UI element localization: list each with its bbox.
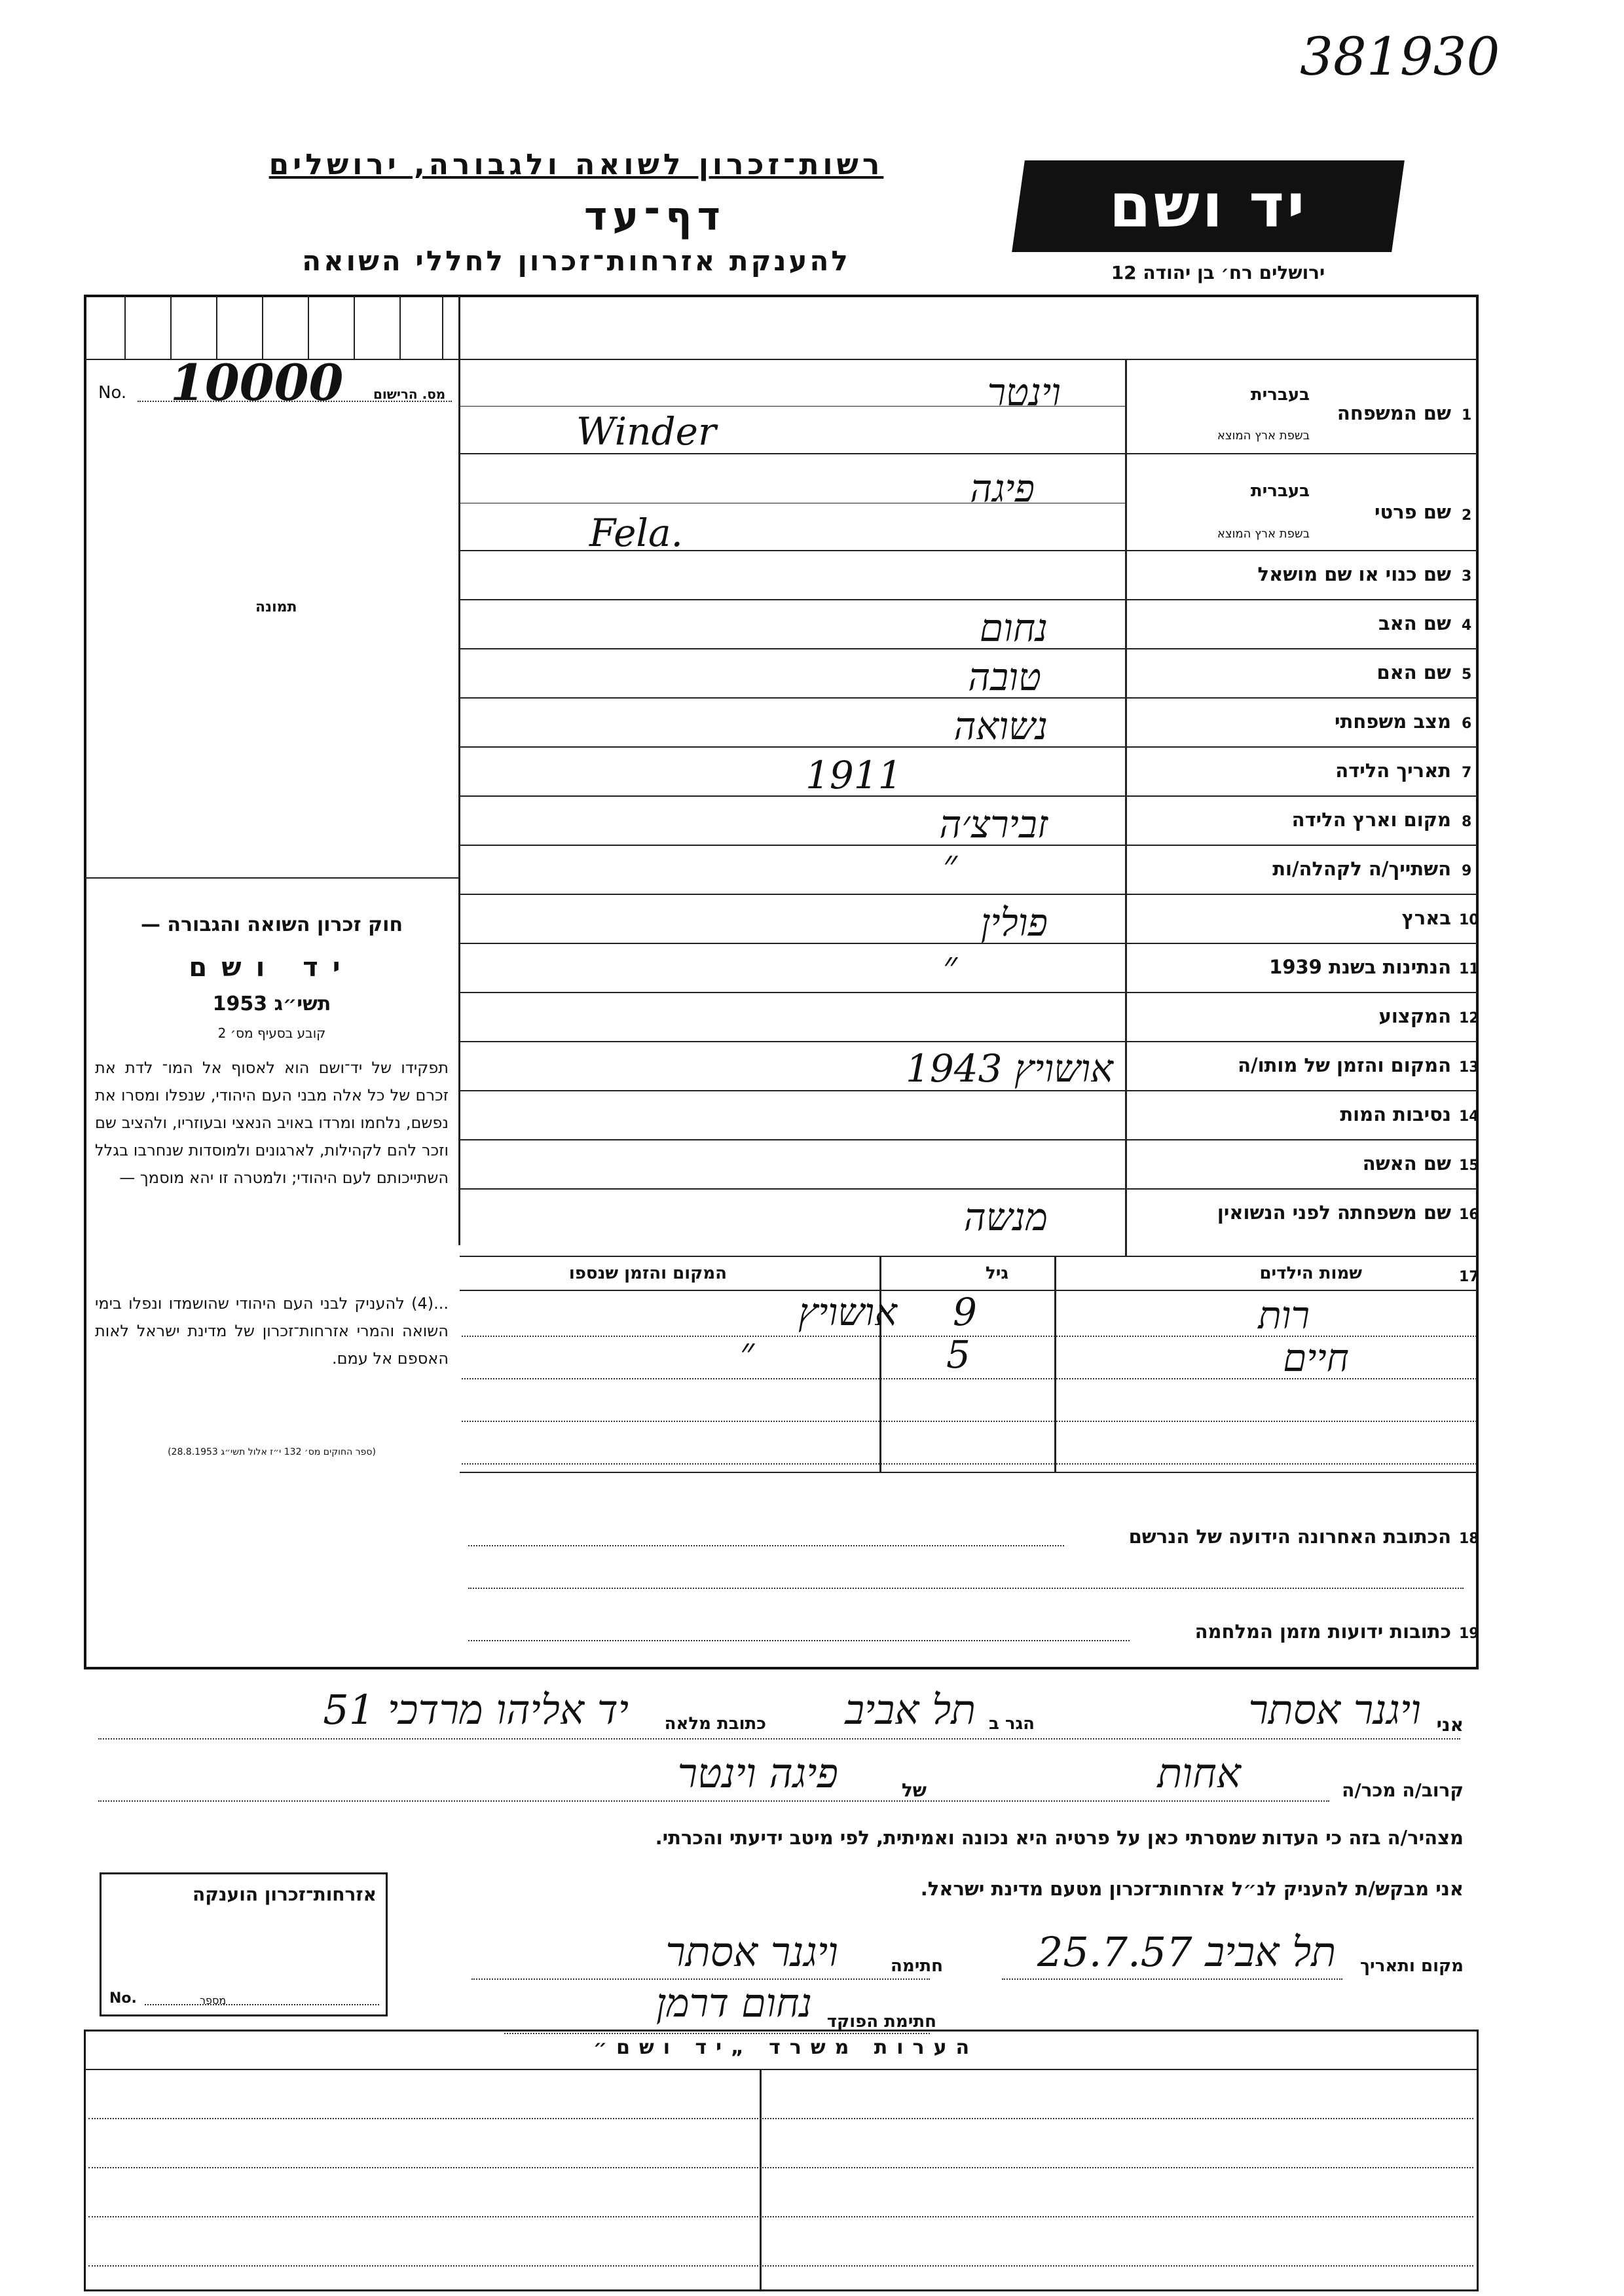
field-5-label: שם האם bbox=[1376, 661, 1451, 683]
registration-number: 10000 bbox=[170, 354, 344, 412]
field-19-number: 19 bbox=[1459, 1626, 1479, 1642]
registration-no-label: No. bbox=[98, 383, 127, 403]
decl-line-2 bbox=[98, 1800, 1329, 1802]
field-5-value: טובה bbox=[968, 655, 1041, 699]
decl-lives-in: תל אביב bbox=[845, 1686, 976, 1734]
field-7-number: 7 bbox=[1462, 765, 1472, 781]
field-1-value-origin: Winder bbox=[576, 409, 716, 454]
child-2-name: חיים bbox=[1283, 1336, 1349, 1380]
decl-place-date-line bbox=[1002, 1978, 1342, 1980]
field-1-number: 1 bbox=[1462, 407, 1472, 424]
law-paragraph-1: תפקידו של יד־ושם הוא לאסוף אל המו־ לדת את זכרם של כל אלה מבני העם היהודי, שנפלו ומסרו את נפשם, נלחמו ומרדו באויב הנאצי ובעוזריו, ולהציב שם וזכר להם לקהילות, לארגונים ולמוסדות שנחרבו בגלל השתייכותם לעם היהודי; ולמטרה זו יהא מוסמך — bbox=[95, 1059, 449, 1187]
field-16-label: שם משפחתה לפני הנשואין bbox=[1217, 1201, 1451, 1224]
decl-of-label: של bbox=[901, 1779, 927, 1801]
children-header-age: גיל bbox=[985, 1264, 1008, 1283]
law-clause: קובע בסעיף מס׳ 2 bbox=[217, 1025, 326, 1041]
field-1-label: שם המשפחה bbox=[1337, 402, 1451, 424]
field-7-label: תאריך הלידה bbox=[1335, 759, 1451, 782]
children-col-age-right bbox=[1054, 1256, 1056, 1472]
field-9-value: ״ bbox=[943, 841, 958, 886]
field-11-value: ״ bbox=[943, 943, 958, 987]
field-18-number: 18 bbox=[1459, 1531, 1479, 1547]
field-7-value: 1911 bbox=[805, 753, 902, 797]
remarks-line-1 bbox=[88, 2118, 1473, 2119]
child-1-place: אושויץ bbox=[798, 1290, 897, 1334]
field-15-number: 15 bbox=[1459, 1157, 1479, 1174]
decl-full-address: יד אליהו מרדכי 51 bbox=[323, 1686, 629, 1734]
children-col-age-left bbox=[879, 1256, 881, 1472]
field-4-label: שם האב bbox=[1378, 612, 1451, 634]
field-2-value-hebrew: פיגה bbox=[970, 466, 1035, 511]
field-1-value-hebrew: וינטר bbox=[987, 370, 1061, 414]
field-5-number: 5 bbox=[1462, 666, 1472, 683]
field-19-label: כתובות ידועות מזמן המלחמה bbox=[1194, 1620, 1451, 1643]
field-13-value: אושויץ 1943 bbox=[905, 1046, 1113, 1091]
citizenship-box-title: אזרחות־זכרון הוענקה bbox=[193, 1884, 377, 1905]
field-2-value-origin: Fela. bbox=[589, 511, 683, 555]
logo-text: יד ושם bbox=[1109, 171, 1308, 241]
field-18-dotline-2 bbox=[468, 1588, 1464, 1589]
children-header-place: המקום והזמן שנספו bbox=[568, 1264, 727, 1283]
field-10-number: 10 bbox=[1459, 912, 1479, 928]
remarks-center-divider bbox=[760, 2069, 762, 2290]
field-3-number: 3 bbox=[1462, 568, 1472, 585]
decl-place-date-label: מקום ותאריך bbox=[1360, 1956, 1464, 1976]
field-15-label: שם האשה bbox=[1362, 1152, 1451, 1175]
field-9-number: 9 bbox=[1462, 863, 1472, 879]
child-2-age: 5 bbox=[946, 1332, 970, 1377]
archive-number: 381930 bbox=[1300, 26, 1500, 87]
field-10-label: בארץ bbox=[1401, 907, 1451, 929]
decl-request: אני מבקש/ת להעניק לנ״ל אזרחות־זכרון מטעם מדינת ישראל. bbox=[920, 1878, 1464, 1900]
field-12-number: 12 bbox=[1459, 1010, 1479, 1027]
field-18-label: הכתובת האחרונה הידועה של הנרשם bbox=[1128, 1525, 1451, 1548]
field-11-label: הנתינות בשנת 1939 bbox=[1269, 956, 1451, 978]
remarks-line-2 bbox=[88, 2167, 1473, 2168]
decl-declarant: ויגנר אסתר bbox=[1248, 1686, 1421, 1734]
decl-place-date: תל אביב 25.7.57 bbox=[1037, 1928, 1336, 1976]
decl-full-address-label: כתובת מלאה bbox=[664, 1714, 766, 1734]
field-6-value: נשואה bbox=[953, 704, 1048, 748]
field-19-dotline bbox=[468, 1640, 1130, 1641]
decl-relation: אחות bbox=[1157, 1749, 1241, 1797]
field-16-number: 16 bbox=[1459, 1207, 1479, 1223]
decl-lives-in-label: הגר ב bbox=[988, 1714, 1035, 1734]
logo-address: ירושלים רח׳ בן יהודה 12 bbox=[1111, 262, 1325, 283]
field-8-number: 8 bbox=[1462, 814, 1472, 830]
field-16-value: מנשה bbox=[963, 1195, 1048, 1239]
field-6-label: מצב משפחתי bbox=[1334, 710, 1451, 733]
photo-label: תמונה bbox=[255, 599, 297, 615]
children-row-line-3 bbox=[462, 1421, 1477, 1422]
citizenship-box-number-label: מספר bbox=[200, 1994, 227, 2007]
citizenship-box-no: No. bbox=[109, 1990, 137, 2007]
remarks-title: הערות משרד „יד ושם״ bbox=[593, 2036, 979, 2059]
children-row-line-4 bbox=[462, 1463, 1477, 1465]
law-name: יד ושם bbox=[189, 953, 355, 983]
decl-signature-line bbox=[471, 1978, 930, 1980]
address-top-line bbox=[460, 1472, 1477, 1473]
citizenship-box bbox=[100, 1872, 388, 2016]
field-1-sub-hebrew: בעברית bbox=[1250, 385, 1310, 405]
decl-officer-signature: נחום דרמן bbox=[655, 1980, 812, 2026]
field-13-label: המקום והזמן של מותו/ה bbox=[1238, 1054, 1451, 1076]
decl-relative-label: קרוב/ה מכר/ה bbox=[1342, 1779, 1464, 1801]
field-18-dotline bbox=[468, 1545, 1064, 1546]
decl-signature-label: חתימה bbox=[891, 1956, 943, 1976]
children-number: 17 bbox=[1459, 1269, 1479, 1285]
field-14-number: 14 bbox=[1459, 1108, 1479, 1125]
law-year: תשי״ג 1953 bbox=[212, 993, 331, 1015]
field-12-label: המקצוע bbox=[1378, 1005, 1451, 1027]
field-8-value: זבירצ׳ה bbox=[939, 802, 1048, 847]
law-paragraph-2: ...(4) להעניק לבני העם היהודי שהושמדו ונפלו בימי השואה והמרי אזרחות־זכרון של מדינת ישראל לאות האספם אל עמם. bbox=[95, 1294, 449, 1368]
remarks-header-line bbox=[85, 2069, 1477, 2070]
decl-prefix: אני bbox=[1436, 1714, 1464, 1736]
field-3-label: שם כנוי או שם מושאל bbox=[1257, 563, 1451, 585]
field-4-number: 4 bbox=[1462, 617, 1472, 634]
child-1-name: רות bbox=[1258, 1293, 1310, 1338]
field-2-sub-origin: בשפת ארץ המוצא bbox=[1217, 527, 1310, 541]
remarks-line-3 bbox=[88, 2216, 1473, 2217]
decl-statement: מצהיר/ה בזה כי העדות שמסרתי כאן על פרטיה היא נכונה ואמיתית, לפי מיטב ידיעתי והכרתי. bbox=[655, 1827, 1464, 1849]
field-4-value: נחום bbox=[979, 606, 1048, 650]
child-2-place: ״ bbox=[740, 1329, 755, 1374]
law-title: חוק זכרון השואה והגבורה — bbox=[140, 913, 403, 936]
law-source: (ספר החוקים מס׳ 132 י״ז אלול תשי״ג 28.8.1953) bbox=[168, 1447, 376, 1457]
decl-of-name: פיגה וינטר bbox=[677, 1749, 838, 1797]
registration-label: מס. הרישום bbox=[373, 386, 446, 402]
field-13-number: 13 bbox=[1459, 1059, 1479, 1076]
field-1-sub-origin: בשפת ארץ המוצא bbox=[1217, 429, 1310, 443]
children-header-names: שמות הילדים bbox=[1259, 1264, 1362, 1283]
field-2-number: 2 bbox=[1462, 507, 1472, 524]
remarks-line-4 bbox=[88, 2265, 1473, 2267]
decl-officer-label: חתימת הפוקד bbox=[826, 2012, 936, 2032]
child-1-age: 9 bbox=[953, 1290, 977, 1334]
children-top-line bbox=[460, 1256, 1477, 1257]
decl-line-1 bbox=[98, 1738, 1460, 1740]
field-10-value: פולין bbox=[980, 900, 1048, 945]
field-8-label: מקום וארץ הלידה bbox=[1291, 809, 1451, 831]
field-9-label: השתייך/ה לקהלה/ות bbox=[1272, 858, 1451, 880]
header-authority: רשות־זכרון לשואה ולגבורה, ירושלים bbox=[268, 148, 884, 181]
field-14-label: נסיבות המות bbox=[1340, 1103, 1451, 1125]
page-title: דף־עד bbox=[584, 194, 726, 240]
field-2-sub-hebrew: בעברית bbox=[1250, 481, 1310, 501]
field-6-number: 6 bbox=[1462, 716, 1472, 732]
header-subtitle: להענקת אזרחות־זכרון לחללי השואה bbox=[302, 245, 851, 277]
field-2-label: שם פרטי bbox=[1374, 501, 1451, 523]
field-11-number: 11 bbox=[1459, 961, 1479, 977]
decl-signature: ויגנר אסתר bbox=[665, 1928, 838, 1976]
